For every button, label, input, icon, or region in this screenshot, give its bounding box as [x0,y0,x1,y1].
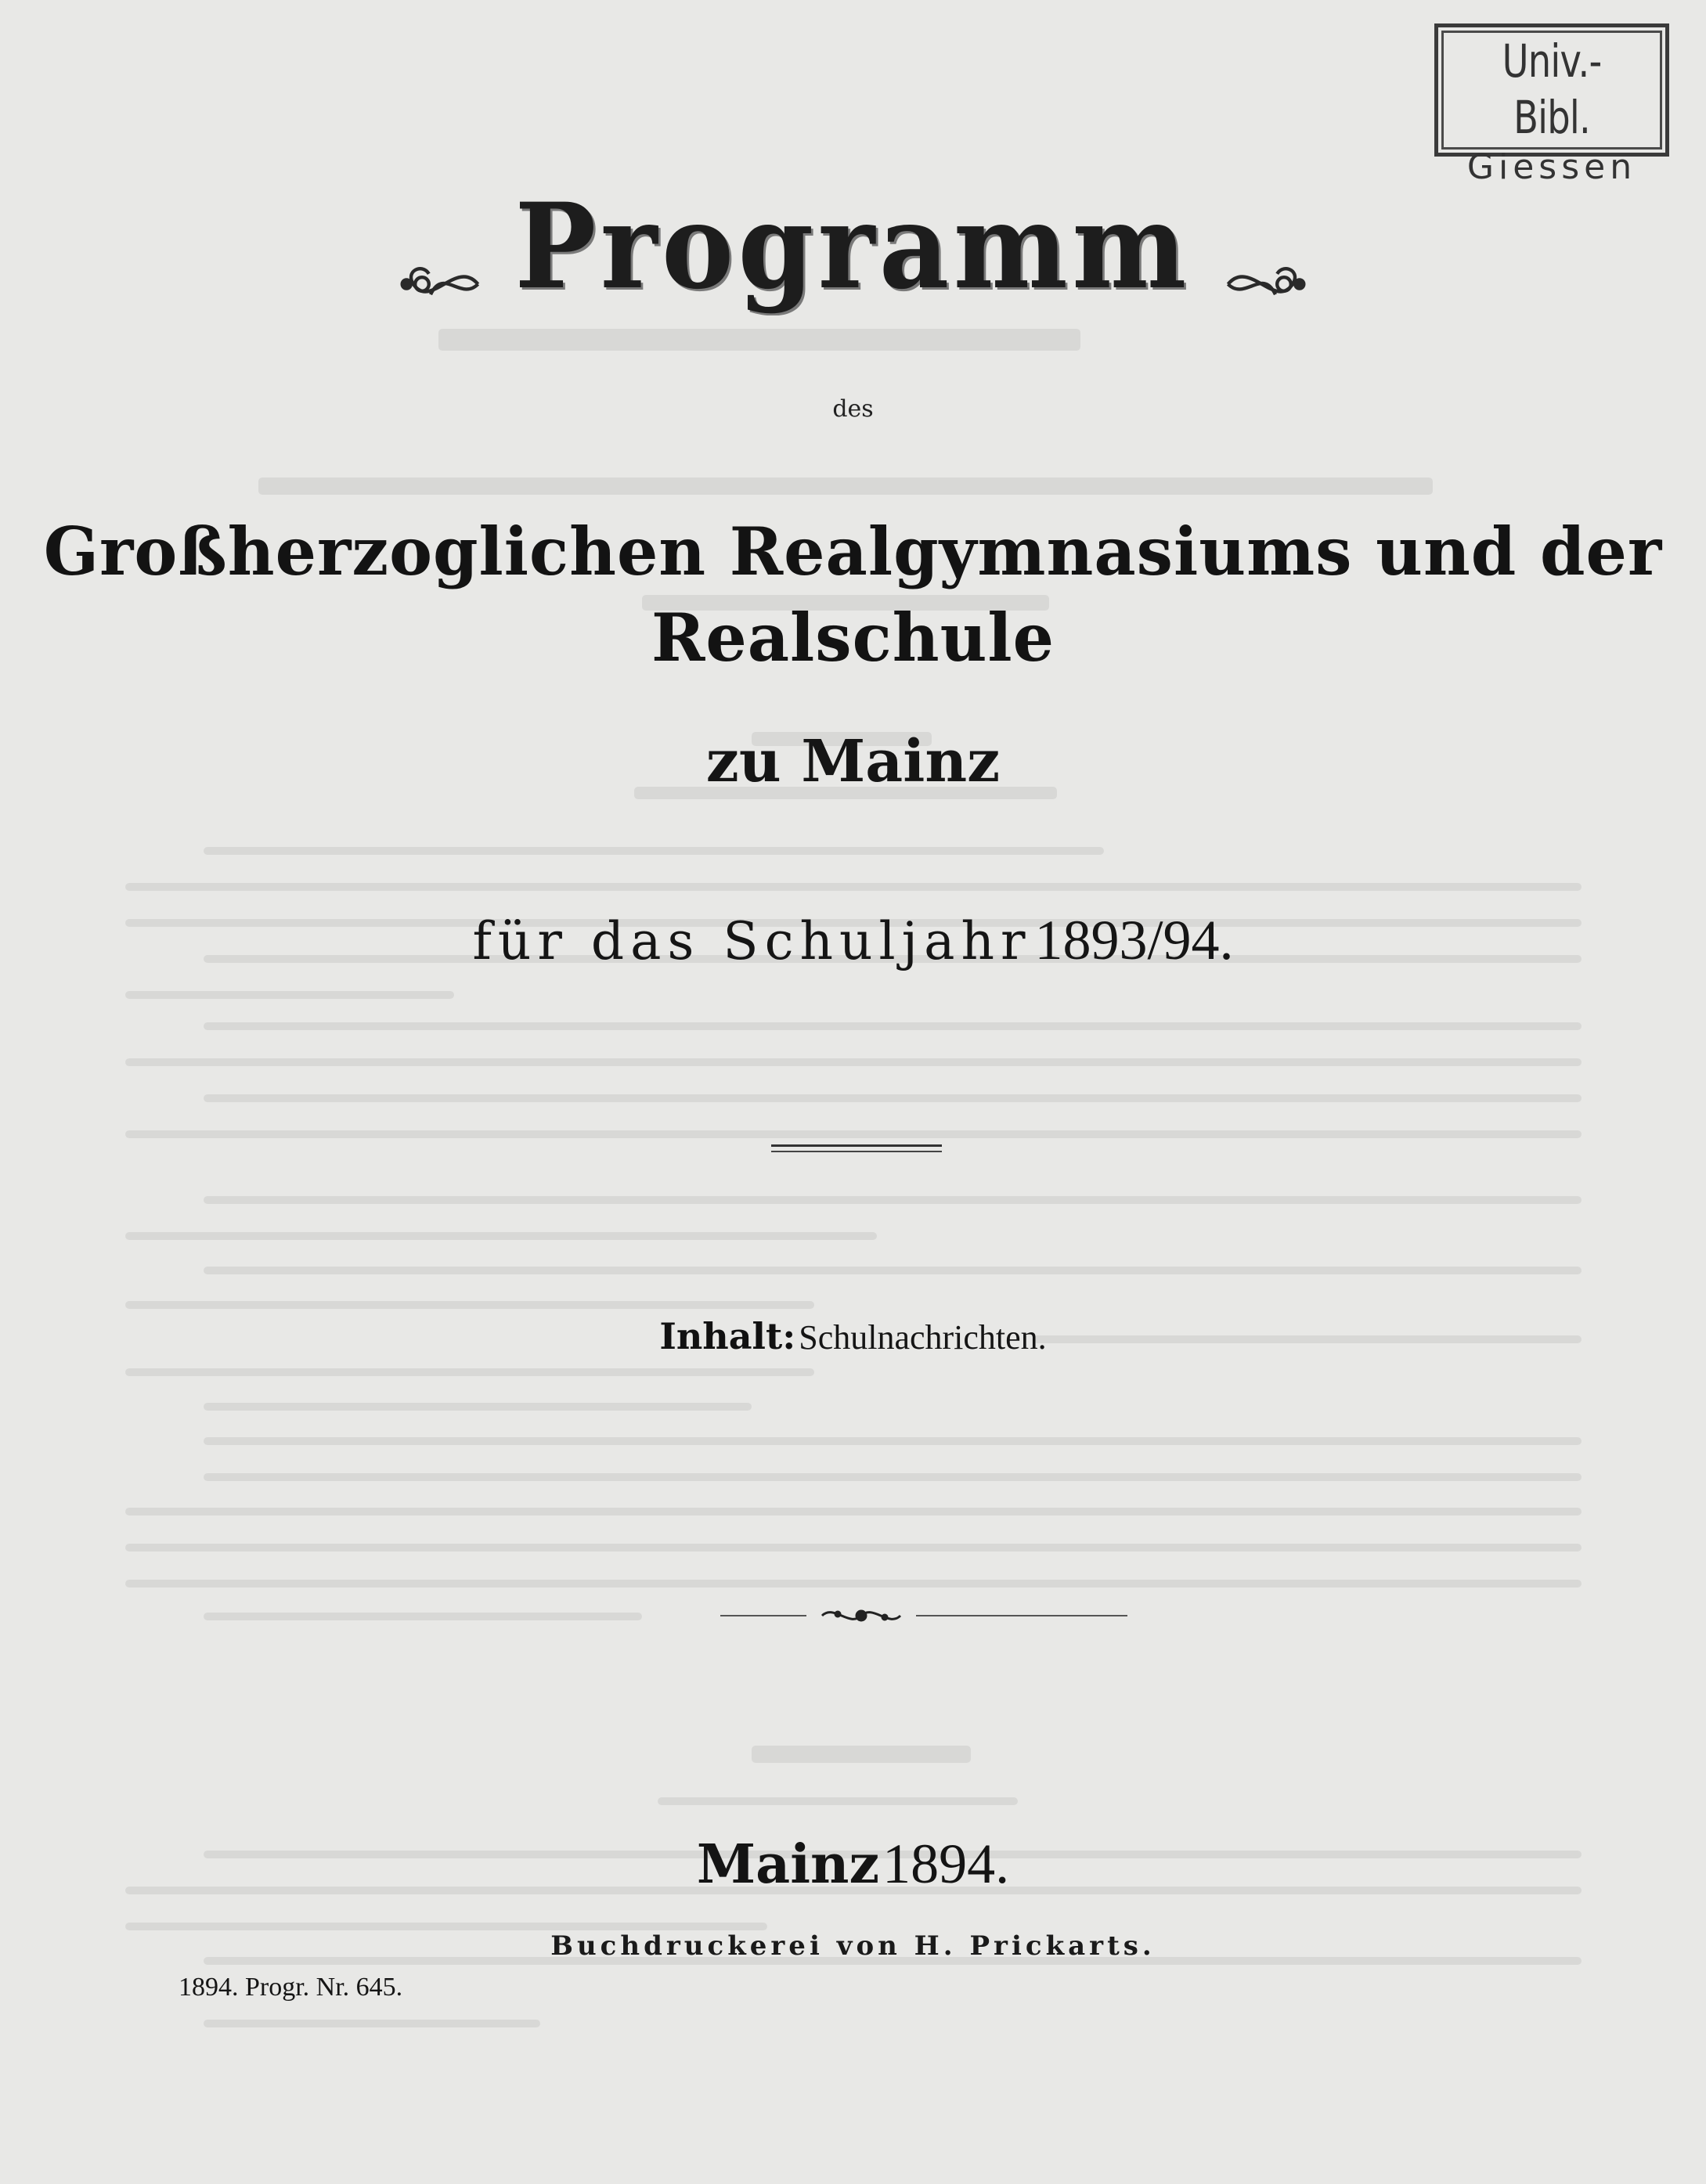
preposition-line [0,395,1706,423]
contents-line [0,1315,1706,1357]
contents-label: Inhalt: [659,1315,796,1357]
right-flourish-icon [1224,241,1310,327]
divider-rule-thin [771,1151,942,1152]
schoolyear-number: 1893/94. [1034,909,1234,971]
bleed-line [125,1544,1582,1552]
bleed-line [258,478,1433,495]
ornament-line-right [916,1615,1127,1616]
library-stamp-inner [1441,31,1662,187]
bleed-line [658,1797,1018,1805]
ornament-icon [814,1600,908,1631]
publication-year: 1894. [882,1833,1010,1895]
stamp-line-2: Giessen [1466,147,1637,187]
library-stamp [1434,23,1669,187]
bleed-line [204,1403,752,1411]
schoolyear-text: für das Schuljahr [472,911,1032,971]
publication-place: Mainz [696,1833,880,1896]
bleed-line [204,1022,1582,1030]
schoolyear-line [0,908,1706,973]
bleed-line [125,1368,814,1376]
bleed-line [204,1473,1582,1481]
bleed-line [125,883,1582,891]
stamp-line-1: Univ.-Bibl. [1502,34,1602,144]
ornament-line-left [720,1615,806,1616]
city-line [0,728,1706,795]
printer-line [0,1930,1706,1962]
title-block [0,178,1706,327]
divider-rule [771,1144,942,1147]
contents-value: Schulnachrichten. [799,1318,1047,1357]
bleed-line [125,1580,1582,1588]
bleed-line [125,991,454,999]
document-title: Programm [514,178,1192,315]
printer-name: Buchdruckerei von H. Prickarts. [550,1930,1156,1962]
institution-line [0,509,1706,681]
bleed-line [204,1613,642,1620]
bleed-line [204,1267,1582,1274]
bleed-line [204,2020,540,2027]
bleed-line [752,1746,971,1763]
institution-name: Großherzoglichen Realgymnasiums und der Realschule [43,513,1663,676]
bleed-line [125,1923,767,1930]
left-flourish-icon [396,241,482,327]
bleed-line [125,1232,877,1240]
bleed-line [204,847,1104,855]
bleed-line [204,1196,1582,1204]
bleed-line [125,1508,1582,1515]
publication-line [0,1832,1706,1897]
preposition: des [832,395,874,423]
city-name: zu Mainz [705,728,1001,795]
bleed-heading [438,329,1080,351]
bleed-line [204,1094,1582,1102]
bleed-line [125,1058,1582,1066]
bleed-line [204,1437,1582,1445]
bleed-line [125,1130,1582,1138]
program-number: 1894. Progr. Nr. 645. [179,1973,403,2002]
bleed-line [125,1301,814,1309]
